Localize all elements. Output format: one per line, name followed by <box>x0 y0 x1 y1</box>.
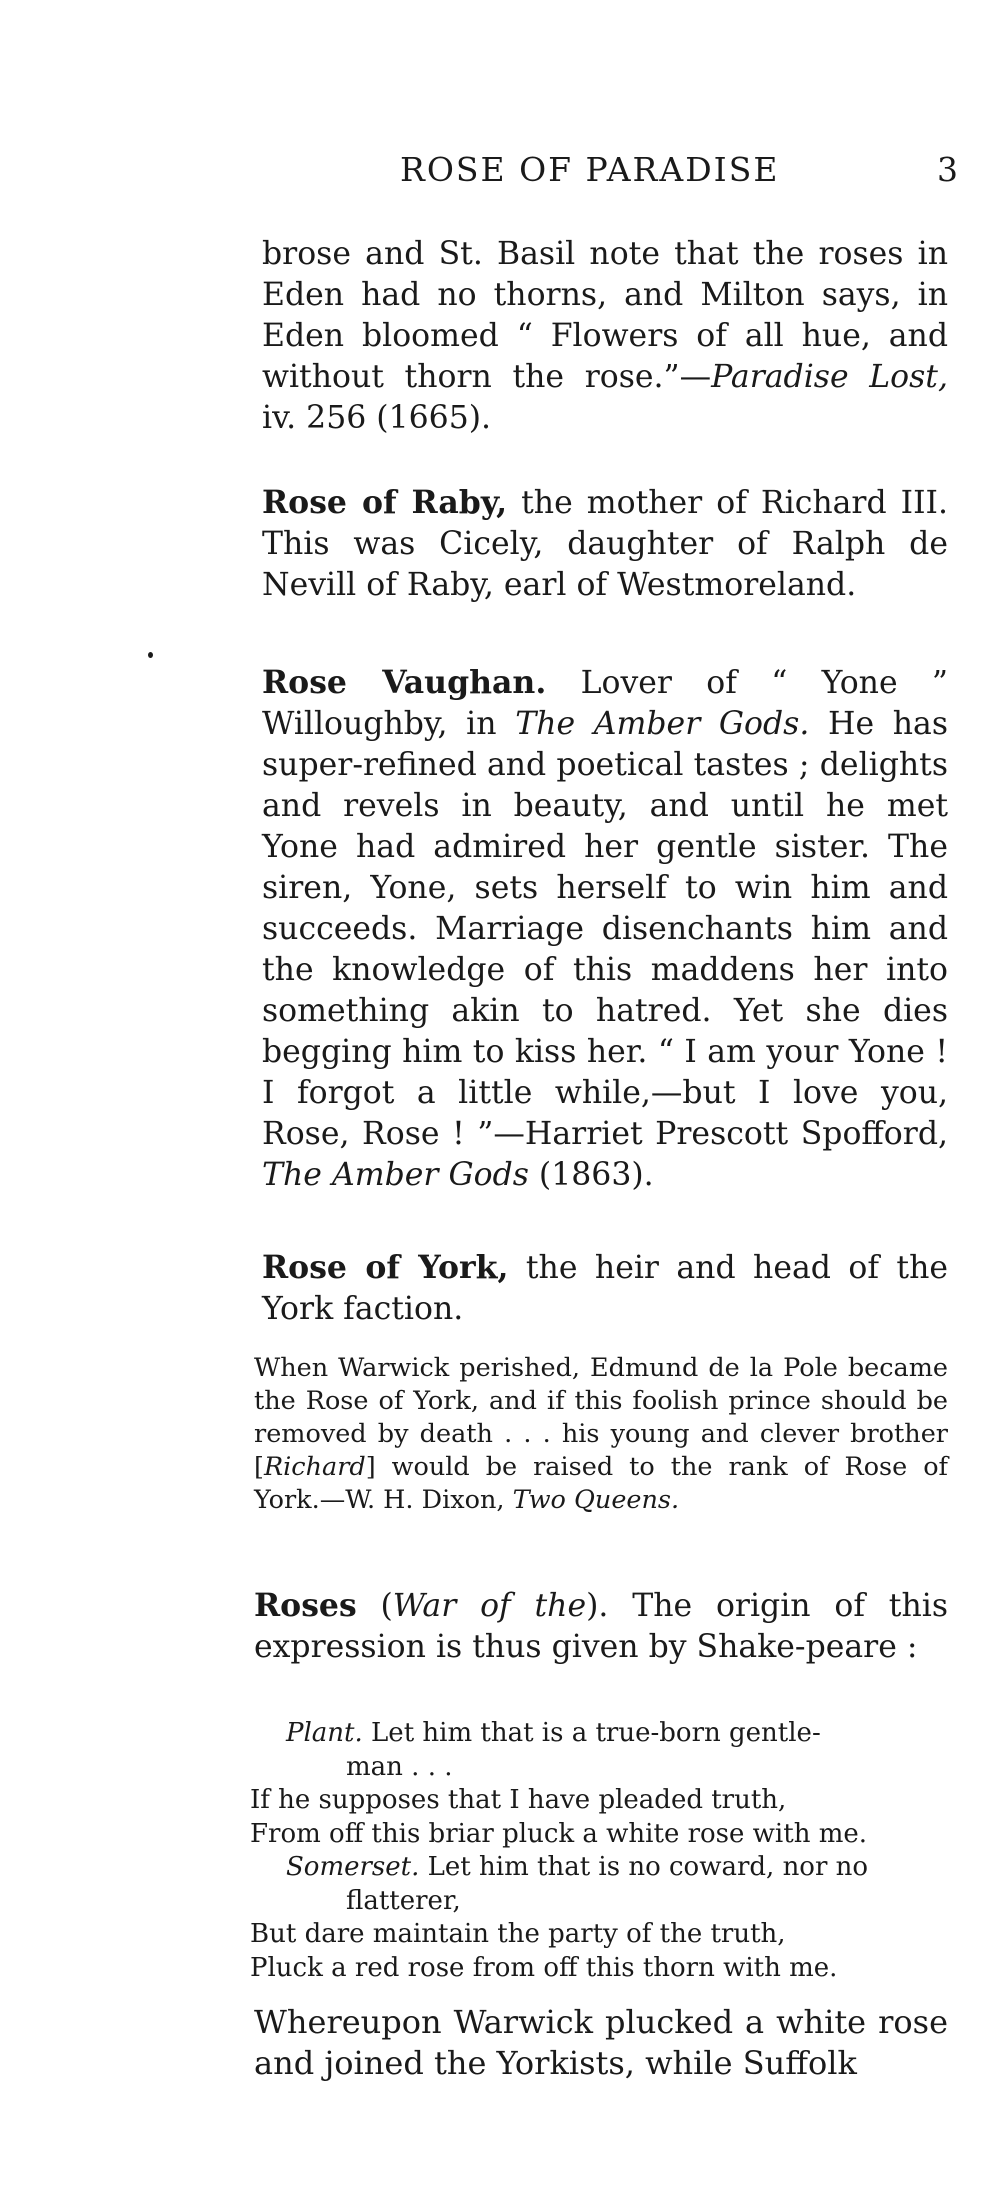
verse-quotation <box>250 1717 950 1985</box>
stray-mark <box>148 652 153 658</box>
headword: Rose Vaughan. <box>262 664 547 701</box>
work-title: The Amber Gods <box>262 1157 529 1193</box>
headword: Roses <box>254 1587 357 1624</box>
entry-roses-continued <box>254 2002 948 2084</box>
verse-line: But dare maintain the party of the truth, <box>250 1919 786 1949</box>
quote-text: When Warwick perished, Edmund de la Pole became the Rose of York, and if this foolish prince should be removed by death . . . his young and clever brother [ <box>254 1353 948 1482</box>
verse-line: flatterer, <box>346 1885 461 1916</box>
entry-text: The origin of this expression is thus given by Shake-peare : <box>254 1588 948 1665</box>
verse-text: Let him that is no coward, nor no <box>419 1852 869 1882</box>
entry-text: the heir and head of the York faction. <box>262 1250 949 1327</box>
quotation-dixon <box>254 1352 948 1517</box>
verse-line: From off this briar pluck a white rose with me. <box>250 1818 868 1849</box>
entry-rose-of-paradise-continued <box>262 234 948 439</box>
entry-text: ). <box>586 1588 609 1624</box>
entry-text: He has super-refined and poetical tastes ; delights and revels in beauty, and until he met Yone had admired her gentle sister. The siren, Yone, sets herself to win him and succeeds. Marriage disenchants him and the knowledge of this maddens her into something akin to hatred. Yet she dies begging him to kiss her. “ I am your Yone ! I forgot a little while,—but I love you, Rose, Rose ! ”—Harriet Prescott Spofford, <box>262 706 949 1152</box>
entry-text: Lover of “ Yone ” Willoughby, in <box>262 665 948 742</box>
entry-rose-of-raby <box>262 482 948 606</box>
quote-text: ] would be raised to the rank of Rose of York.—W. H. Dixon, <box>254 1452 948 1515</box>
verse-line: man . . . <box>346 1751 453 1782</box>
verse-line <box>250 1717 950 1751</box>
work-title: The Amber Gods. <box>515 706 810 742</box>
work-title: Paradise Lost, <box>711 359 948 395</box>
quote-name: Richard <box>263 1452 366 1482</box>
entry-text: Whereupon Warwick plucked a white rose and joined the Yorkists, while Suffolk <box>254 2003 948 2082</box>
verse-line <box>250 1851 950 1885</box>
entry-text: brose and St. Basil note that the roses in Eden had no thorns, and Milton says, in Eden bloomed “ Flowers of all hue, and without thorn the rose.”— <box>262 236 948 395</box>
verse-text: Let him that is a true-born gentle- <box>362 1718 821 1748</box>
entry-rose-vaughan <box>262 662 948 1196</box>
running-head-title: ROSE OF PARADISE <box>400 150 780 189</box>
headword: Rose of York, <box>262 1249 509 1286</box>
entry-rose-of-york <box>262 1247 948 1330</box>
verse-line: If he supposes that I have pleaded truth, <box>250 1785 787 1815</box>
speaker: Somerset. <box>286 1852 420 1882</box>
headword: Rose of Raby, <box>262 484 508 521</box>
entry-text: (1863). <box>528 1157 654 1193</box>
work-title: Two Queens. <box>512 1485 680 1515</box>
entry-text: the mother of Richard III. This was Cicely, daughter of Ralph de Nevill of Raby, earl of Westmoreland. <box>262 485 948 603</box>
verse-line: Pluck a red rose from off this thorn with me. <box>250 1952 838 1983</box>
entry-roses-war-of-the <box>254 1585 948 1668</box>
headword-qualifier: War of the <box>392 1588 587 1624</box>
page-number: 3 <box>937 150 960 189</box>
entry-text: iv. 256 (1665). <box>262 400 492 436</box>
speaker: Plant. <box>286 1718 363 1748</box>
entry-text: ( <box>356 1588 393 1624</box>
